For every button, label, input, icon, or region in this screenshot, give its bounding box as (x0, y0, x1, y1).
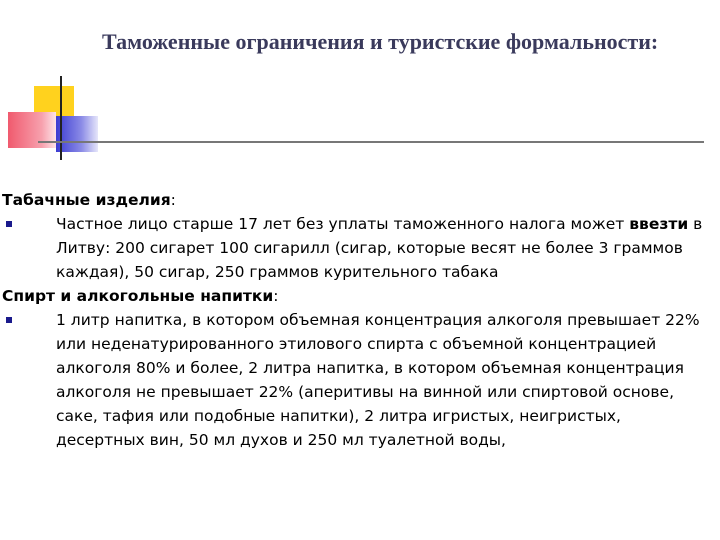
bullet-item-tobacco (0, 212, 716, 284)
tobacco-heading-text: Табачные изделия (2, 191, 171, 209)
bullet-square-icon (6, 221, 12, 227)
bullet-item-alcohol (0, 308, 716, 452)
tobacco-text-rest: в Литву: 200 сигарет 100 сигарилл (сигар, которые весят не более 3 граммов каждая), 50 сигар, 250 граммов курительного табака (56, 215, 703, 281)
tobacco-text-lead: Частное лицо старше 17 лет без уплаты таможенного налога может (56, 215, 625, 233)
alcohol-heading-text: Спирт и алкогольные напитки (2, 287, 274, 305)
section-heading-tobacco (0, 188, 716, 212)
decor-blue-square (56, 116, 98, 152)
alcohol-text: 1 литр напитка, в котором объемная концентрация алкоголя превышает 22% или неденатурированного этилового спирта с объемной концентрацией алкоголя 80% и более, 2 литра напитка, в котором объемная концентрация алкоголя не превышает 22% (аперитивы на винной или спиртовой основе, саке, тафия или подобные напитки), 2 литра игристых, неигристых, десертных вин, 50 мл духов и 250 мл туалетной воды, (56, 311, 700, 449)
bullet-square-icon (6, 317, 12, 323)
slide-body (0, 188, 716, 452)
section-heading-alcohol (0, 284, 716, 308)
tobacco-text-bold: ввезти (629, 215, 689, 233)
decor-vertical-line (60, 76, 62, 160)
tobacco-heading-suffix: : (170, 191, 176, 209)
slide-title: Таможенные ограничения и туристские формальности: (102, 29, 659, 54)
alcohol-heading-suffix: : (273, 287, 279, 305)
decor-horizontal-line (38, 141, 704, 143)
